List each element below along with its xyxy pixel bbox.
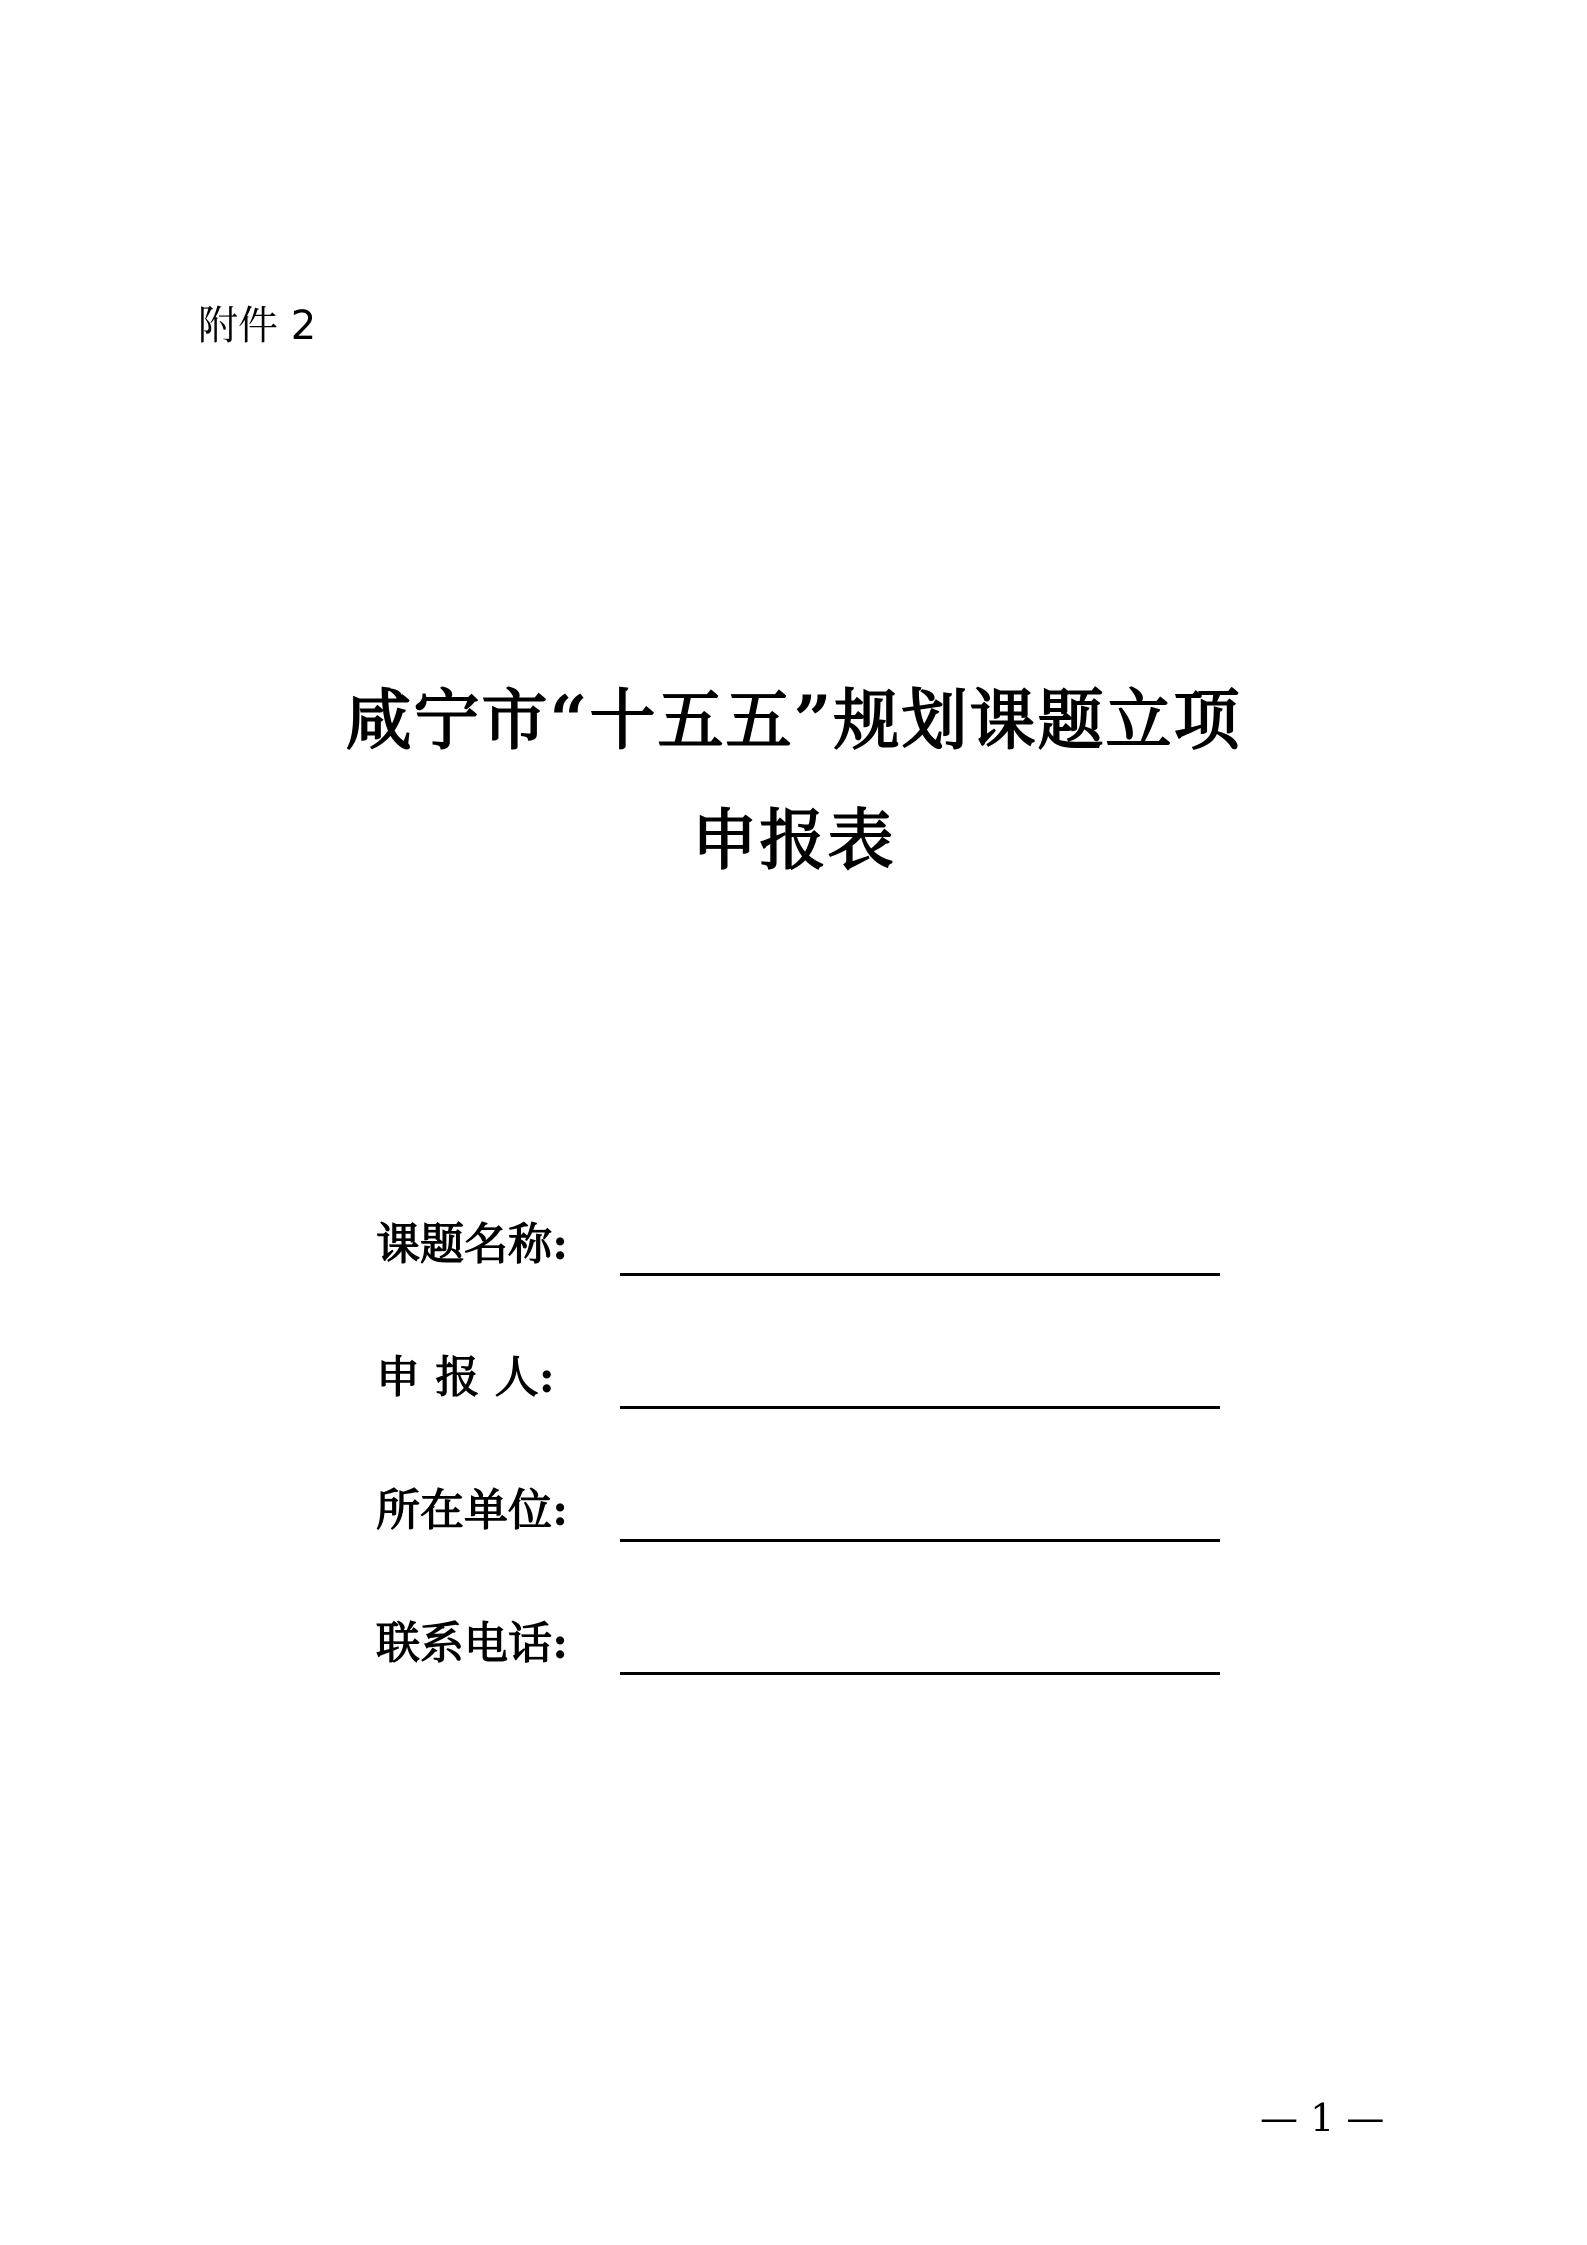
field-row-topic-name	[376, 1210, 1236, 1343]
applicant-label: 申 报 人:	[376, 1352, 555, 1403]
application-fields	[376, 1210, 1236, 1742]
phone-label: 联系电话:	[376, 1618, 569, 1669]
organization-label: 所在单位:	[376, 1485, 569, 1536]
applicant-blank[interactable]	[620, 1406, 1220, 1409]
field-row-organization	[376, 1476, 1236, 1609]
topic-name-label: 课题名称:	[376, 1219, 569, 1270]
field-row-phone	[376, 1609, 1236, 1742]
topic-name-blank[interactable]	[620, 1273, 1220, 1276]
title-line-2: 申报表	[691, 801, 896, 879]
attachment-label: 附件 2	[198, 303, 317, 349]
phone-blank[interactable]	[620, 1672, 1220, 1675]
title-line-1: 咸宁市“十五五”规划课题立项	[345, 681, 1242, 759]
field-row-applicant	[376, 1343, 1236, 1476]
organization-blank[interactable]	[620, 1539, 1220, 1542]
page-number: — 1 —	[1260, 2096, 1385, 2140]
document-title	[0, 660, 1587, 900]
